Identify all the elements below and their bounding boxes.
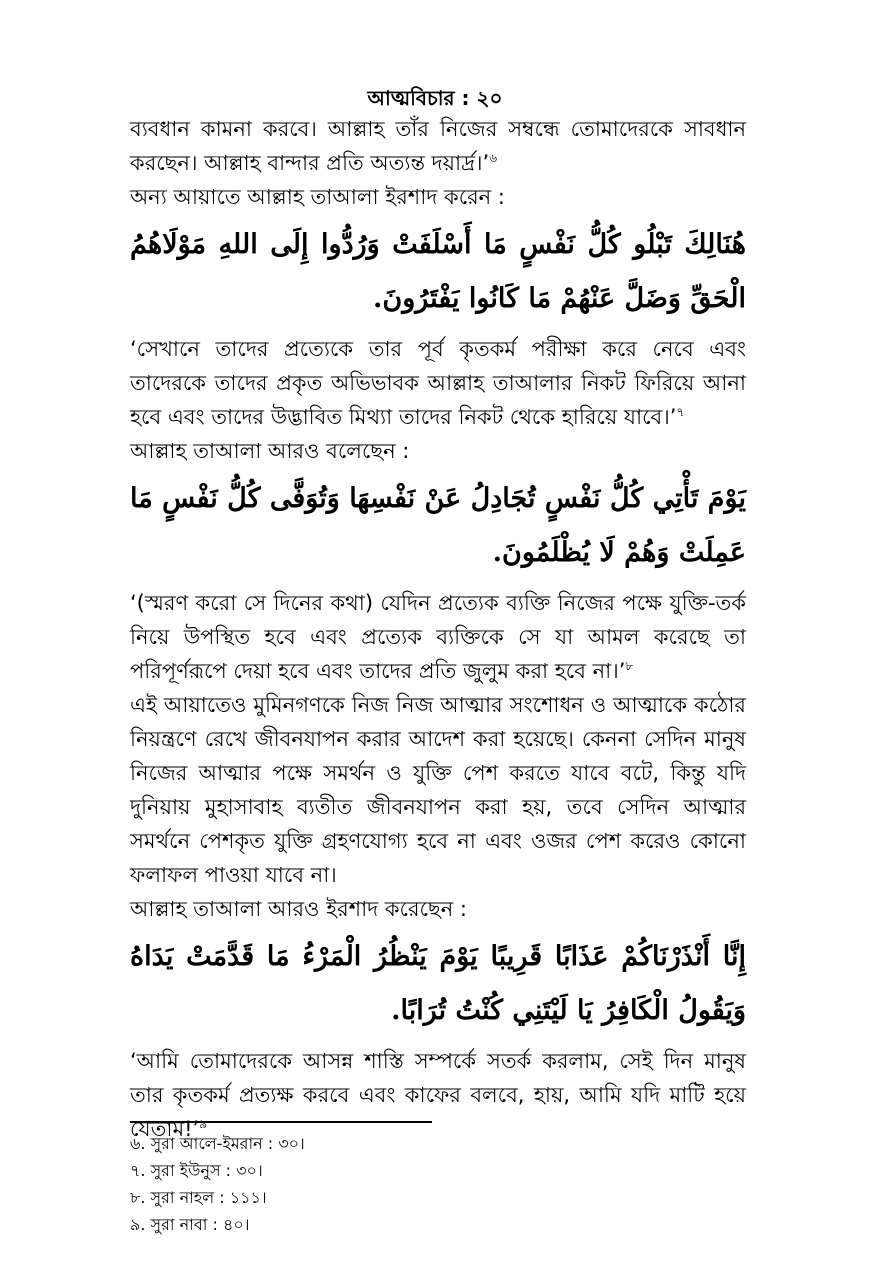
- verse-intro-1: অন্য আয়াতে আল্লাহ তাআলা ইরশাদ করেন :: [130, 185, 505, 209]
- translation-3: ‘আমি তোমাদেরকে আসন্ন শাস্তি সম্পর্কে সতর্ক করলাম, সেই দিন মানুষ তার কৃতকর্ম প্রত্যক্ষ করবে এবং কাফের বলবে, হায়, আমি যদি মাটি হয়ে যেতাম!’$^৯$: [130, 1049, 746, 1141]
- verse-intro-3: আল্লাহ তাআলা আরও ইরশাদ করেছেন :: [130, 897, 467, 921]
- footnote-item: ৬. সুরা আলে-ইমরান : ৩০।: [130, 1134, 305, 1153]
- translation-2: ‘(স্মরণ করো সে দিনের কথা) যেদিন প্রত্যেক ব্যক্তি নিজের পক্ষে যুক্তি-তর্ক নিয়ে উপস্থিত হবে এবং প্রত্যেক ব্যক্তিকে সে যা আমল করেছে তা পরিপূর্ণরূপে দেয়া হবে এবং তাদের প্রতি জুলুম করা হবে না।’$^৮$: [130, 591, 746, 683]
- footnote-ref: ৮: [625, 659, 634, 673]
- footnotes: [130, 1130, 746, 1238]
- verse-intro-2: আল্লাহ তাআলা আরও বলেছেন :: [130, 439, 410, 463]
- arabic-verse-2: يَوْمَ تَأْتِي كُلُّ نَفْسٍ تُجَادِلُ عَنْ نَفْسِهَا وَتُوَفَّى كُلُّ نَفْسٍ مَا عَمِلَتْ وَهُمْ لَا يُظْلَمُونَ.: [130, 483, 746, 568]
- arabic-verse-3: إِنَّا أَنْذَرْنَاكُمْ عَذَابًا قَرِيبًا يَوْمَ يَنْظُرُ الْمَرْءُ مَا قَدَّمَتْ يَدَاهُ وَيَقُولُ الْكَافِرُ يَا لَيْتَنِي كُنْتُ تُرَابًا.: [130, 941, 746, 1026]
- footnote-item: ৯. সুরা নাবা : ৪০।: [130, 1215, 250, 1234]
- footnote-item: ৭. সুরা ইউনুস : ৩০।: [130, 1161, 263, 1180]
- footnote-divider: [130, 1121, 432, 1123]
- footnote-ref: ৬: [489, 151, 498, 165]
- translation-1: ‘সেখানে তাদের প্রত্যেকে তার পূর্ব কৃতকর্ম পরীক্ষা করে নেবে এবং তাদেরকে তাদের প্রকৃত অভিভাবক আল্লাহ তাআলার নিকট ফিরিয়ে আনা হবে এবং তাদের উদ্ভাবিত মিথ্যা তাদের নিকট থেকে হারিয়ে যাবে।’$^৭$: [130, 337, 746, 429]
- footnote-ref: ৭: [676, 405, 685, 419]
- commentary-paragraph: এই আয়াতেও মুমিনগণকে নিজ নিজ আত্মার সংশোধন ও আত্মাকে কঠোর নিয়ন্ত্রণে রেখে জীবনযাপন করার আদেশ করা হয়েছে। কেননা সেদিন মানুষ নিজের আত্মার পক্ষে সমর্থন ও যুক্তি পেশ করতে যাবে বটে, কিন্তু যদি দুনিয়ায় মুহাসাবাহ ব্যতীত জীবনযাপন করা হয়, তবে সেদিন আত্মার সমর্থনে পেশকৃত যুক্তি গ্রহণযোগ্য হবে না এবং ওজর পেশ করেও কোনো ফলাফল পাওয়া যাবে না।: [130, 693, 746, 887]
- footnote-item: ৮. সুরা নাহল : ১১১।: [130, 1188, 267, 1207]
- footnote-ref: ৯: [199, 1117, 208, 1131]
- page-header: আত্মবিচার : ২০: [367, 86, 503, 110]
- paragraph-1: ব্যবধান কামনা করবে। আল্লাহ তাঁর নিজের সম্বন্ধে তোমাদেরকে সাবধান করছেন। আল্লাহ বান্দার প্রতি অত্যন্ত দয়ার্দ্র।’$^৬$: [130, 117, 746, 175]
- page-body: [130, 112, 746, 1146]
- arabic-verse-1: هُنَالِكَ تَبْلُو كُلُّ نَفْسٍ مَا أَسْلَفَتْ وَرُدُّوا إِلَى اللهِ مَوْلَاهُمُ الْحَقِّ وَضَلَّ عَنْهُمْ مَا كَانُوا يَفْتَرُونَ.: [130, 229, 746, 314]
